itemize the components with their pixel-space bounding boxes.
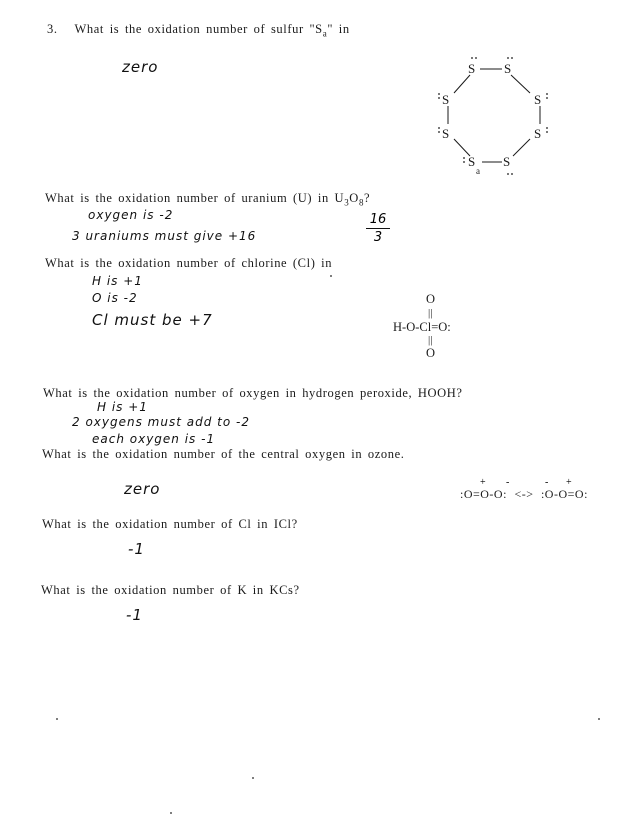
ozone-charge-plus-2: +: [566, 477, 572, 488]
work-3-line-3: Cl must be +7: [92, 311, 213, 329]
s8-atom-7: S: [442, 126, 450, 141]
resonance-arrow: <->: [514, 487, 534, 501]
fraction-denominator: 3: [373, 230, 383, 245]
s8-atom-3: S: [534, 92, 542, 107]
question-6: [42, 517, 298, 532]
ozone-charge-plus-1: +: [480, 477, 486, 488]
fraction-numerator: 16: [369, 212, 387, 227]
s8-atom-1: S: [468, 61, 476, 76]
ozone-charge-minus-2: -: [545, 477, 549, 488]
scan-speck: [252, 777, 254, 779]
question-2-sub-2: 8: [358, 197, 365, 208]
s8-ring-diagram: [430, 48, 560, 183]
s8-atom-4: S: [534, 126, 542, 141]
question-4-text: What is the oxidation number of oxygen in hydrogen peroxide, HOOH?: [43, 386, 463, 400]
question-7: [41, 583, 300, 598]
scan-speck: [56, 718, 58, 720]
question-5-text: What is the oxidation number of the central oxygen in ozone.: [42, 447, 405, 461]
answer-1: zero: [122, 58, 159, 76]
scan-speck: [598, 718, 600, 720]
hclo4-bottom-o: O: [426, 346, 436, 360]
ozone-structure-right: :O-O=O:: [540, 487, 588, 501]
hclo4-bottom-bond: ||: [428, 334, 433, 346]
s8-atom-6: S: [468, 154, 476, 169]
fraction-bar: [366, 228, 390, 229]
question-2-text: What is the oxidation number of uranium (U) in U: [45, 191, 345, 205]
question-number: 3.: [47, 22, 58, 36]
question-6-text: What is the oxidation number of Cl in ICl?: [42, 517, 298, 531]
ozone-structure-left: :O=O-O:: [460, 487, 507, 501]
question-5: [42, 447, 405, 462]
work-4-line-1: H is +1: [97, 400, 148, 414]
s8-subscript: a: [476, 166, 480, 176]
ozone-charge-minus-1: -: [506, 477, 510, 488]
question-2-tail: ?: [364, 191, 371, 205]
work-3-line-1: H is +1: [92, 274, 143, 288]
question-1: [47, 22, 350, 39]
work-2-line-1: oxygen is -2: [88, 208, 174, 222]
hclo4-top-bond: ||: [428, 307, 433, 319]
s8-atom-5: S: [503, 154, 511, 169]
answer-5: zero: [124, 480, 161, 498]
question-4: [43, 386, 463, 401]
question-3: [45, 256, 332, 271]
question-2: [45, 191, 370, 208]
s8-atom-2: S: [504, 61, 512, 76]
hclo4-row: H-O-Cl=O:: [393, 320, 451, 334]
s8-atom-8: S: [442, 92, 450, 107]
question-1-tail: " in: [327, 22, 350, 36]
ozone-resonance: [460, 487, 588, 502]
work-4-line-3: each oxygen is -1: [92, 432, 216, 446]
work-4-line-2: 2 oxygens must add to -2: [72, 415, 250, 429]
question-1-sub: a: [322, 28, 328, 39]
hclo4-top-o: O: [426, 292, 436, 306]
question-2-sub-1: 3: [344, 197, 350, 208]
answer-7: -1: [126, 606, 143, 624]
lone-pair-dots: [438, 57, 548, 175]
question-3-text: What is the oxidation number of chlorine (Cl) in: [45, 256, 333, 270]
work-2-line-2: 3 uraniums must give +16: [72, 229, 257, 243]
scan-speck: [330, 275, 332, 277]
answer-6: -1: [128, 540, 145, 558]
question-1-text: What is the oxidation number of sulfur "S: [74, 22, 323, 36]
work-3-line-2: O is -2: [92, 291, 138, 305]
question-7-text: What is the oxidation number of K in KCs?: [41, 583, 300, 597]
answer-2-fraction: [366, 212, 390, 245]
question-2-mid: O: [349, 191, 359, 205]
